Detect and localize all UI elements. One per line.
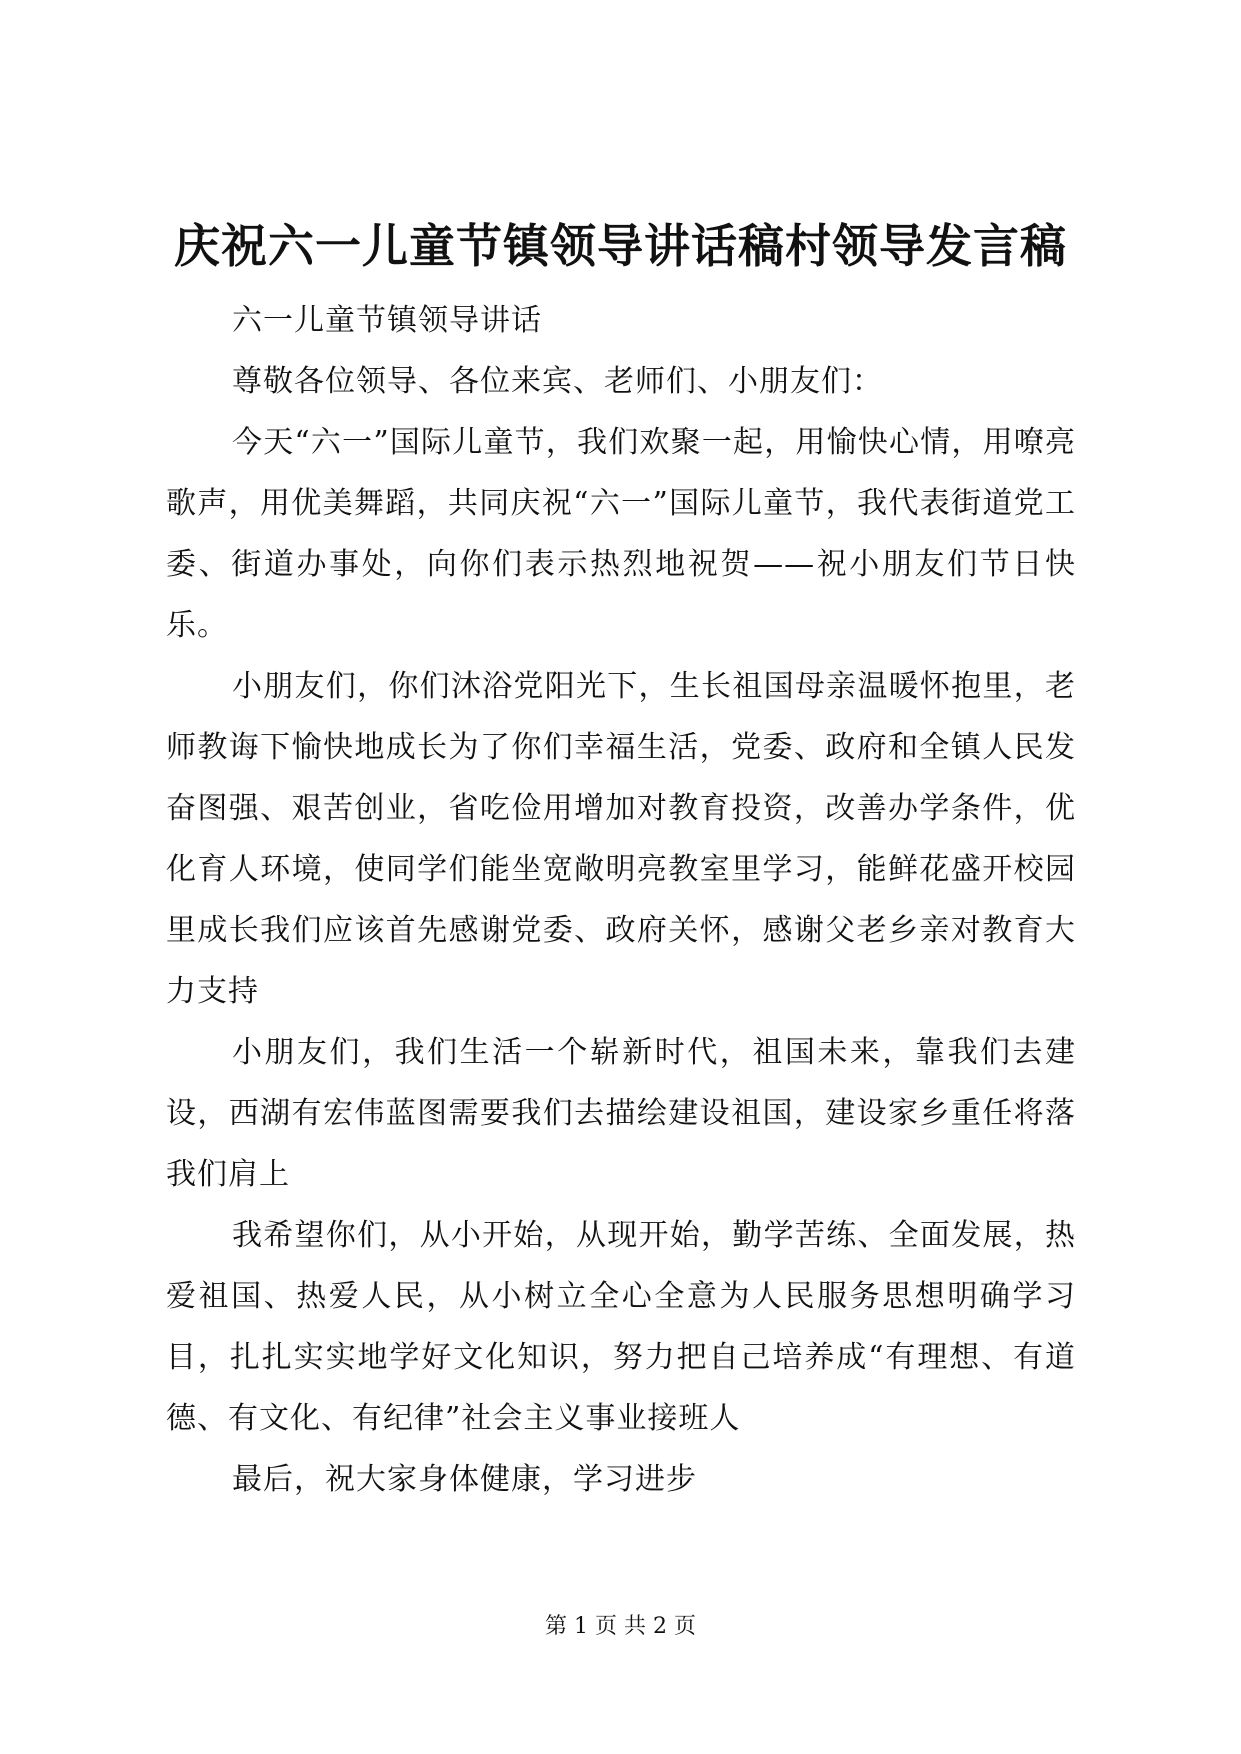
body-paragraph: 我希望你们，从小开始，从现开始，勤学苦练、全面发展，热爱祖国、热爱人民，从小树立全心全意为人民服务思想明确学习目，扎扎实实地学好文化知识，努力把自己培养成“有理想、有道德、有文化、有纪律”社会主义事业接班人 [166, 1218, 1076, 1436]
page-number-footer: 第 1 页 共 2 页 [545, 1614, 696, 1639]
subtitle-paragraph: 六一儿童节镇领导讲话 [232, 303, 542, 338]
body-paragraph: 今天“六一”国际儿童节，我们欢聚一起，用愉快心情，用嘹亮歌声，用优美舞蹈，共同庆祝“六一”国际儿童节，我代表街道党工委、街道办事处，向你们表示热烈地祝贺——祝小朋友们节日快乐。 [166, 425, 1076, 643]
body-paragraph: 小朋友们，你们沐浴党阳光下，生长祖国母亲温暖怀抱里，老师教诲下愉快地成长为了你们幸福生活，党委、政府和全镇人民发奋图强、艰苦创业，省吃俭用增加对教育投资，改善办学条件，优化育人环境，使同学们能坐宽敞明亮教室里学习，能鲜花盛开校园里成长我们应该首先感谢党委、政府关怀，感谢父老乡亲对教育大力支持 [166, 669, 1076, 1009]
body-paragraph: 小朋友们，我们生活一个崭新时代，祖国未来，靠我们去建设，西湖有宏伟蓝图需要我们去描绘建设祖国，建设家乡重任将落我们肩上 [166, 1035, 1076, 1192]
salutation-paragraph: 尊敬各位领导、各位来宾、老师们、小朋友们： [232, 364, 883, 399]
closing-paragraph: 最后，祝大家身体健康，学习进步 [232, 1462, 697, 1497]
document-body [166, 290, 1076, 1510]
document-title: 庆祝六一儿童节镇领导讲话稿村领导发言稿 [174, 219, 1067, 273]
